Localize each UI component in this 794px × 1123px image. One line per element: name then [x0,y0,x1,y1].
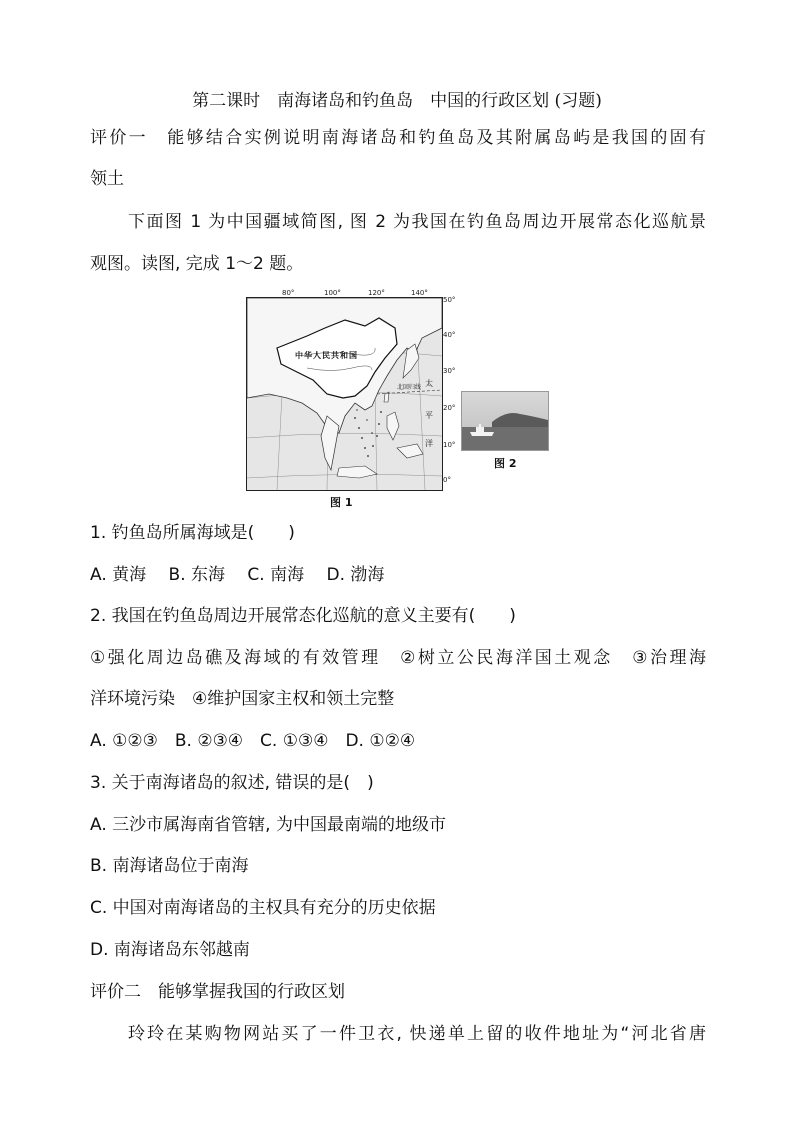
lon-tick: 80° [282,289,295,297]
lon-tick: 100° [324,289,341,297]
question-1-options: A. 黄海 B. 东海 C. 南海 D. 渤海 [90,565,385,585]
page-title: 第二课时 南海诸岛和钓鱼岛 中国的行政区划 (习题) [192,91,602,111]
question-3-option-a: A. 三沙市属海南省管辖, 为中国最南端的地级市 [90,815,446,835]
tropic-label: 北回归线 [397,384,422,391]
question-3-option-b: B. 南海诸岛位于南海 [90,856,249,876]
question-2-stem: 2. 我国在钓鱼岛周边开展常态化巡航的意义主要有( ) [90,606,516,626]
photo-graphic [462,392,548,450]
question-3-stem: 3. 关于南海诸岛的叙述, 错误的是( ) [90,773,374,793]
lat-tick: 10° [443,441,456,449]
question-2-statements: ①强化周边岛礁及海域的有效管理 ②树立公民海洋国土观念 ③治理海 [90,648,706,668]
map-graphic [247,298,442,490]
lat-tick: 20° [443,404,456,412]
question-3-option-d: D. 南海诸岛东邻越南 [90,940,250,960]
pacific-label: 平 [425,411,433,420]
lon-tick: 140° [411,289,428,297]
lon-tick: 120° [368,289,385,297]
question-2-options: A. ①②③ B. ②③④ C. ①③④ D. ①②④ [90,731,416,751]
question-3-option-c: C. 中国对南海诸岛的主权具有充分的历史依据 [90,898,436,918]
question-1-stem: 1. 钓鱼岛所属海域是( ) [90,523,295,543]
intro-text-cont: 观图。读图, 完成 1～2 题。 [90,254,304,274]
china-label: 中华人民共和国 [295,351,358,360]
passage-text: 玲玲在某购物网站买了一件卫衣, 快递单上留的收件地址为“河北省唐 [128,1024,706,1044]
figure2-caption: 图 2 [494,457,517,470]
china-territory-map [246,297,443,491]
section-two-heading: 评价二 能够掌握我国的行政区划 [90,982,345,1002]
section-one-heading: 评价一 能够结合实例说明南海诸岛和钓鱼岛及其附属岛屿是我国的固有 [90,128,706,148]
pacific-label: 洋 [425,439,433,448]
patrol-photo [461,391,549,451]
lat-tick: 0° [443,476,451,484]
lat-tick: 40° [443,331,456,339]
question-2-statements-cont: 洋环境污染 ④维护国家主权和领土完整 [90,689,395,709]
lat-tick: 50° [443,296,456,304]
section-one-heading-cont: 领土 [90,169,124,189]
intro-text: 下面图 1 为中国疆域简图, 图 2 为我国在钓鱼岛周边开展常态化巡航景 [128,212,706,232]
figure1-caption: 图 1 [330,496,353,509]
lat-tick: 30° [443,367,456,375]
pacific-label: 太 [425,379,433,388]
